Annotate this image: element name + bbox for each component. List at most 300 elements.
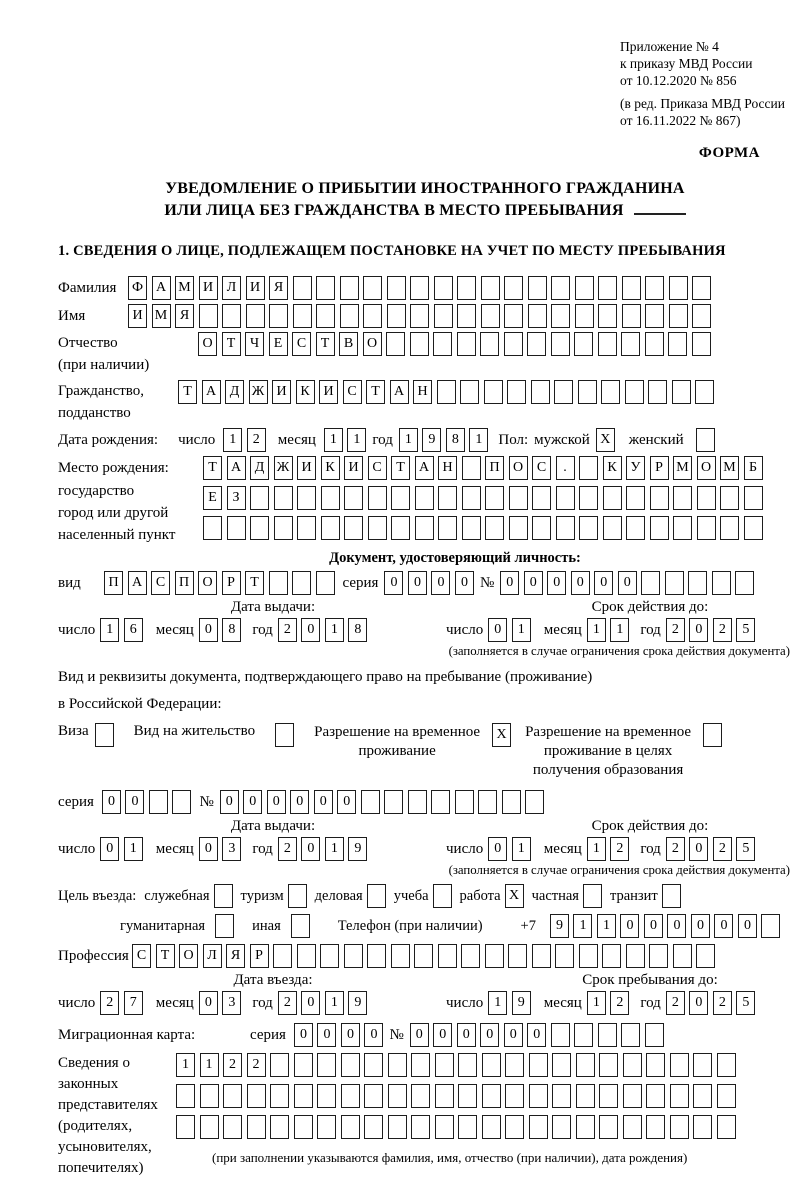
char-box bbox=[529, 1084, 548, 1108]
char-box bbox=[650, 486, 669, 510]
female-label: женский bbox=[628, 432, 684, 448]
representatives-row-2 bbox=[176, 1084, 736, 1108]
char-box bbox=[509, 486, 528, 510]
residence-permit-checkbox bbox=[275, 723, 294, 747]
char-box bbox=[434, 304, 453, 328]
issue-date-heading: Дата выдачи: bbox=[230, 599, 316, 615]
char-box bbox=[575, 276, 594, 300]
char-box: 1 bbox=[512, 837, 531, 861]
char-box bbox=[297, 486, 316, 510]
char-box bbox=[646, 1053, 665, 1077]
char-box: Ф bbox=[128, 276, 147, 300]
permit-expiry-month-boxes bbox=[587, 837, 630, 861]
char-box bbox=[455, 790, 474, 814]
migration-number-boxes bbox=[410, 1023, 664, 1047]
char-box bbox=[621, 332, 640, 356]
purpose-option-study: учеба bbox=[394, 884, 452, 908]
char-box bbox=[222, 304, 241, 328]
char-box bbox=[669, 276, 688, 300]
forma-label: ФОРМА bbox=[698, 145, 760, 161]
char-box bbox=[532, 486, 551, 510]
char-box: 2 bbox=[247, 1053, 266, 1077]
char-box: 0 bbox=[301, 618, 320, 642]
birth-month-boxes bbox=[324, 428, 367, 452]
char-box bbox=[367, 884, 386, 908]
char-box bbox=[599, 1053, 618, 1077]
char-box: 2 bbox=[713, 618, 732, 642]
expiry-date-heading: Срок действия до: bbox=[591, 599, 709, 615]
purpose-business-checkbox bbox=[367, 884, 386, 908]
permit-series-boxes bbox=[102, 790, 192, 814]
char-box bbox=[391, 944, 410, 968]
char-box: 0 bbox=[738, 914, 757, 938]
char-box bbox=[576, 1053, 595, 1077]
char-box bbox=[583, 884, 602, 908]
char-box bbox=[363, 276, 382, 300]
char-box bbox=[433, 884, 452, 908]
char-box: 0 bbox=[267, 790, 286, 814]
char-box bbox=[223, 1115, 242, 1139]
char-box bbox=[176, 1115, 195, 1139]
char-box bbox=[528, 276, 547, 300]
char-box: 0 bbox=[220, 790, 239, 814]
char-box bbox=[665, 571, 684, 595]
char-box bbox=[457, 276, 476, 300]
char-box bbox=[641, 571, 660, 595]
char-box bbox=[662, 884, 681, 908]
char-box: 1 bbox=[223, 428, 242, 452]
char-box bbox=[598, 276, 617, 300]
char-box bbox=[223, 1084, 242, 1108]
char-box bbox=[717, 1115, 736, 1139]
regulation-reference bbox=[620, 38, 792, 129]
char-box: О bbox=[179, 944, 198, 968]
char-box bbox=[574, 1023, 593, 1047]
char-box: Е bbox=[203, 486, 222, 510]
char-box: 0 bbox=[341, 1023, 360, 1047]
char-box: 1 bbox=[124, 837, 143, 861]
char-box bbox=[386, 332, 405, 356]
char-box bbox=[297, 516, 316, 540]
entry-date-heading: Дата въезда: bbox=[233, 972, 313, 988]
char-box: 0 bbox=[714, 914, 733, 938]
char-box bbox=[200, 1115, 219, 1139]
char-box bbox=[438, 944, 457, 968]
form-title-line-1: УВЕДОМЛЕНИЕ О ПРИБЫТИИ ИНОСТРАННОГО ГРАЖДАНИНА bbox=[165, 180, 685, 197]
birth-day-boxes bbox=[223, 428, 266, 452]
char-box: 0 bbox=[689, 618, 708, 642]
birthdate-row bbox=[58, 428, 792, 452]
char-box: 9 bbox=[550, 914, 569, 938]
char-box: 0 bbox=[384, 571, 403, 595]
permit-number-boxes bbox=[220, 790, 545, 814]
char-box bbox=[670, 1084, 689, 1108]
char-box bbox=[414, 944, 433, 968]
char-box: 0 bbox=[524, 571, 543, 595]
char-box bbox=[172, 790, 191, 814]
char-box bbox=[670, 1053, 689, 1077]
char-box bbox=[622, 304, 641, 328]
migration-number-label: № bbox=[389, 1027, 404, 1043]
permit-issue-month-boxes bbox=[199, 837, 242, 861]
visa-option: Виза bbox=[58, 723, 114, 747]
birth-year-label: год bbox=[372, 432, 393, 448]
char-box: 1 bbox=[610, 618, 629, 642]
char-box: Ж bbox=[249, 380, 268, 404]
char-box bbox=[391, 486, 410, 510]
char-box: 0 bbox=[290, 790, 309, 814]
char-box bbox=[437, 380, 456, 404]
representatives-note: (при заполнении указываются фамилия, имя, отчество (при наличии), дата рождения) bbox=[212, 1150, 688, 1165]
char-box bbox=[411, 1053, 430, 1077]
char-box bbox=[415, 516, 434, 540]
char-box: В bbox=[339, 332, 358, 356]
char-box bbox=[626, 486, 645, 510]
char-box: Б bbox=[744, 456, 763, 480]
char-box bbox=[579, 456, 598, 480]
char-box: Л bbox=[203, 944, 222, 968]
char-box bbox=[648, 380, 667, 404]
char-box: 0 bbox=[337, 790, 356, 814]
profession-field bbox=[58, 944, 792, 968]
char-box bbox=[438, 486, 457, 510]
char-box: 0 bbox=[294, 1023, 313, 1047]
char-box: И bbox=[199, 276, 218, 300]
char-box: 3 bbox=[222, 991, 241, 1015]
char-box bbox=[462, 516, 481, 540]
char-box bbox=[552, 1115, 571, 1139]
char-box bbox=[457, 304, 476, 328]
residence-doc-intro-2: в Российской Федерации: bbox=[58, 696, 222, 712]
char-box: 0 bbox=[488, 837, 507, 861]
char-box bbox=[697, 516, 716, 540]
birthplace-field bbox=[58, 456, 792, 546]
char-box bbox=[735, 571, 754, 595]
phone-prefix: +7 bbox=[520, 917, 536, 934]
char-box bbox=[294, 1053, 313, 1077]
char-box: О bbox=[363, 332, 382, 356]
firstname-boxes bbox=[128, 304, 711, 328]
permit-date-headings bbox=[58, 818, 792, 835]
char-box bbox=[531, 380, 550, 404]
char-box: А bbox=[415, 456, 434, 480]
char-box bbox=[317, 1053, 336, 1077]
purpose-study-checkbox bbox=[433, 884, 452, 908]
char-box: 6 bbox=[124, 618, 143, 642]
char-box bbox=[556, 486, 575, 510]
char-box: 5 bbox=[736, 837, 755, 861]
char-box bbox=[176, 1084, 195, 1108]
char-box bbox=[626, 516, 645, 540]
entry-date-headings bbox=[58, 972, 792, 989]
char-box bbox=[250, 516, 269, 540]
char-box: К bbox=[321, 456, 340, 480]
char-box bbox=[462, 456, 481, 480]
char-box: 1 bbox=[325, 991, 344, 1015]
char-box: 0 bbox=[689, 837, 708, 861]
section-1-heading: 1. СВЕДЕНИЯ О ЛИЦЕ, ПОДЛЕЖАЩЕМ ПОСТАНОВКЕ НА УЧЕТ ПО МЕСТУ ПРЕБЫВАНИЯ bbox=[58, 243, 726, 259]
permit-issue-day-boxes bbox=[100, 837, 143, 861]
char-box: О bbox=[697, 456, 716, 480]
char-box: X bbox=[505, 884, 524, 908]
char-box bbox=[431, 790, 450, 814]
firstname-field bbox=[58, 304, 792, 328]
char-box: П bbox=[175, 571, 194, 595]
char-box bbox=[717, 1084, 736, 1108]
char-box: 5 bbox=[736, 991, 755, 1015]
char-box bbox=[363, 304, 382, 328]
char-box bbox=[388, 1053, 407, 1077]
char-box bbox=[384, 790, 403, 814]
char-box bbox=[693, 1115, 712, 1139]
permit-expiry-heading: Срок действия до: bbox=[591, 818, 709, 834]
char-box bbox=[692, 332, 711, 356]
representatives-label: Сведения о законных представителях (родителях, усыновителях, попечителях) bbox=[58, 1055, 158, 1176]
char-box bbox=[316, 571, 335, 595]
char-box bbox=[435, 1053, 454, 1077]
entry-year-boxes bbox=[278, 991, 368, 1015]
char-box bbox=[408, 790, 427, 814]
char-box: Я bbox=[226, 944, 245, 968]
purpose-private-checkbox bbox=[583, 884, 602, 908]
char-box bbox=[411, 1115, 430, 1139]
char-box bbox=[481, 304, 500, 328]
char-box: О bbox=[198, 571, 217, 595]
char-box: 0 bbox=[571, 571, 590, 595]
char-box: 9 bbox=[348, 837, 367, 861]
form-title bbox=[58, 178, 792, 221]
permit-expiry-day-boxes bbox=[488, 837, 531, 861]
firstname-label: Имя bbox=[58, 308, 86, 324]
char-box: 0 bbox=[620, 914, 639, 938]
char-box: А bbox=[202, 380, 221, 404]
char-box: 1 bbox=[200, 1053, 219, 1077]
char-box: 8 bbox=[222, 618, 241, 642]
citizenship-sublabel: подданство bbox=[58, 405, 131, 421]
char-box: 0 bbox=[410, 1023, 429, 1047]
char-box bbox=[552, 1084, 571, 1108]
char-box: 2 bbox=[223, 1053, 242, 1077]
char-box bbox=[551, 276, 570, 300]
temp-residence-permit-education-checkbox bbox=[703, 723, 722, 747]
char-box: Ч bbox=[245, 332, 264, 356]
doc-number-label: № bbox=[479, 575, 495, 591]
char-box bbox=[672, 380, 691, 404]
char-box bbox=[293, 304, 312, 328]
char-box: П bbox=[104, 571, 123, 595]
char-box bbox=[554, 380, 573, 404]
profession-boxes bbox=[132, 944, 715, 968]
char-box bbox=[599, 1084, 618, 1108]
char-box: М bbox=[175, 276, 194, 300]
char-box: 2 bbox=[278, 618, 297, 642]
char-box: Р bbox=[222, 571, 241, 595]
char-box: Н bbox=[413, 380, 432, 404]
permit-number-label: № bbox=[199, 794, 214, 810]
char-box: С bbox=[368, 456, 387, 480]
char-box bbox=[623, 1115, 642, 1139]
char-box bbox=[668, 332, 687, 356]
char-box: 0 bbox=[500, 571, 519, 595]
char-box bbox=[623, 1053, 642, 1077]
profession-label: Профессия bbox=[58, 948, 129, 964]
char-box: 9 bbox=[348, 991, 367, 1015]
char-box bbox=[316, 276, 335, 300]
char-box: 2 bbox=[713, 991, 732, 1015]
char-box: 1 bbox=[347, 428, 366, 452]
char-box: 0 bbox=[457, 1023, 476, 1047]
char-box bbox=[598, 1023, 617, 1047]
purpose-transit-checkbox bbox=[662, 884, 681, 908]
char-box: 0 bbox=[455, 571, 474, 595]
char-box bbox=[504, 304, 523, 328]
char-box bbox=[673, 486, 692, 510]
char-box bbox=[717, 1053, 736, 1077]
char-box bbox=[482, 1053, 501, 1077]
issue-day-boxes bbox=[100, 618, 143, 642]
char-box: 0 bbox=[527, 1023, 546, 1047]
char-box bbox=[673, 944, 692, 968]
char-box bbox=[505, 1115, 524, 1139]
char-box: 1 bbox=[597, 914, 616, 938]
char-box bbox=[645, 304, 664, 328]
char-box bbox=[579, 944, 598, 968]
char-box bbox=[575, 304, 594, 328]
representatives-row-3 bbox=[176, 1115, 736, 1139]
char-box bbox=[246, 304, 265, 328]
residence-permit-option: Вид на жительство bbox=[134, 723, 294, 747]
char-box bbox=[410, 332, 429, 356]
char-box bbox=[645, 1023, 664, 1047]
char-box bbox=[317, 1115, 336, 1139]
purpose-option-other: иная bbox=[252, 914, 310, 938]
char-box bbox=[294, 1115, 313, 1139]
char-box: У bbox=[626, 456, 645, 480]
permit-series-label: серия bbox=[58, 794, 94, 810]
char-box bbox=[744, 486, 763, 510]
char-box: К bbox=[603, 456, 622, 480]
identity-doc-dates bbox=[58, 618, 792, 642]
char-box bbox=[650, 516, 669, 540]
char-box: И bbox=[272, 380, 291, 404]
char-box bbox=[340, 304, 359, 328]
stay-year-boxes bbox=[666, 991, 756, 1015]
char-box: 2 bbox=[100, 991, 119, 1015]
char-box bbox=[692, 304, 711, 328]
char-box bbox=[556, 516, 575, 540]
char-box: 1 bbox=[100, 618, 119, 642]
char-box bbox=[599, 1115, 618, 1139]
char-box bbox=[529, 1115, 548, 1139]
char-box bbox=[696, 428, 715, 452]
char-box bbox=[502, 790, 521, 814]
birth-year-boxes bbox=[399, 428, 489, 452]
char-box: А bbox=[227, 456, 246, 480]
phone-boxes bbox=[550, 914, 781, 938]
char-box bbox=[317, 1084, 336, 1108]
char-box bbox=[316, 304, 335, 328]
char-box bbox=[435, 1115, 454, 1139]
entry-month-boxes bbox=[199, 991, 242, 1015]
surname-boxes bbox=[128, 276, 711, 300]
char-box bbox=[482, 1115, 501, 1139]
limited-validity-note-2: (заполняется в случае ограничения срока действия документа) bbox=[448, 863, 790, 877]
char-box: . bbox=[556, 456, 575, 480]
stay-day-boxes bbox=[488, 991, 531, 1015]
char-box: Т bbox=[316, 332, 335, 356]
char-box: 0 bbox=[317, 1023, 336, 1047]
char-box bbox=[532, 516, 551, 540]
char-box: Т bbox=[366, 380, 385, 404]
char-box bbox=[199, 304, 218, 328]
char-box bbox=[696, 944, 715, 968]
char-box: 1 bbox=[176, 1053, 195, 1077]
residence-doc-options bbox=[58, 723, 792, 780]
char-box: М bbox=[673, 456, 692, 480]
char-box: 2 bbox=[666, 618, 685, 642]
phone-label: Телефон (при наличии) bbox=[337, 917, 483, 934]
char-box bbox=[485, 516, 504, 540]
char-box: 0 bbox=[243, 790, 262, 814]
char-box: Р bbox=[250, 944, 269, 968]
purpose-option-humanitarian: гуманитарная bbox=[120, 914, 234, 938]
char-box bbox=[485, 944, 504, 968]
identity-doc-row bbox=[58, 571, 792, 595]
char-box: 0 bbox=[689, 991, 708, 1015]
char-box bbox=[297, 944, 316, 968]
char-box bbox=[578, 380, 597, 404]
char-box bbox=[480, 332, 499, 356]
char-box bbox=[387, 304, 406, 328]
char-box bbox=[603, 486, 622, 510]
char-box: 8 bbox=[446, 428, 465, 452]
char-box bbox=[484, 380, 503, 404]
citizenship-label: Гражданство, подданство bbox=[58, 380, 178, 424]
char-box: Т bbox=[203, 456, 222, 480]
char-box bbox=[551, 1023, 570, 1047]
representatives-row-1 bbox=[176, 1053, 736, 1077]
temp-residence-permit-education-option: Разрешение на временное проживание в целях получения образования bbox=[525, 723, 722, 780]
char-box bbox=[361, 790, 380, 814]
char-box bbox=[551, 332, 570, 356]
birthplace-label: Место рождения: государство город или другой населенный пункт bbox=[58, 460, 176, 543]
expiry-month-boxes bbox=[587, 618, 630, 642]
char-box bbox=[576, 1115, 595, 1139]
char-box bbox=[574, 332, 593, 356]
char-box: Р bbox=[650, 456, 669, 480]
char-box bbox=[461, 944, 480, 968]
birthplace-row-1 bbox=[203, 456, 763, 480]
permit-issue-year-boxes bbox=[278, 837, 368, 861]
char-box: И bbox=[344, 456, 363, 480]
doc-kind-label: вид bbox=[58, 575, 81, 591]
char-box bbox=[200, 1084, 219, 1108]
char-box bbox=[645, 332, 664, 356]
char-box: 0 bbox=[301, 991, 320, 1015]
char-box bbox=[673, 516, 692, 540]
permit-dates bbox=[58, 837, 792, 861]
char-box bbox=[344, 516, 363, 540]
char-box: 0 bbox=[314, 790, 333, 814]
char-box bbox=[579, 486, 598, 510]
visit-purpose-row-1 bbox=[58, 884, 792, 908]
char-box: 8 bbox=[348, 618, 367, 642]
permit-issue-heading: Дата выдачи: bbox=[230, 818, 316, 834]
char-box bbox=[367, 944, 386, 968]
char-box: 0 bbox=[301, 837, 320, 861]
char-box bbox=[626, 944, 645, 968]
char-box: 1 bbox=[587, 837, 606, 861]
